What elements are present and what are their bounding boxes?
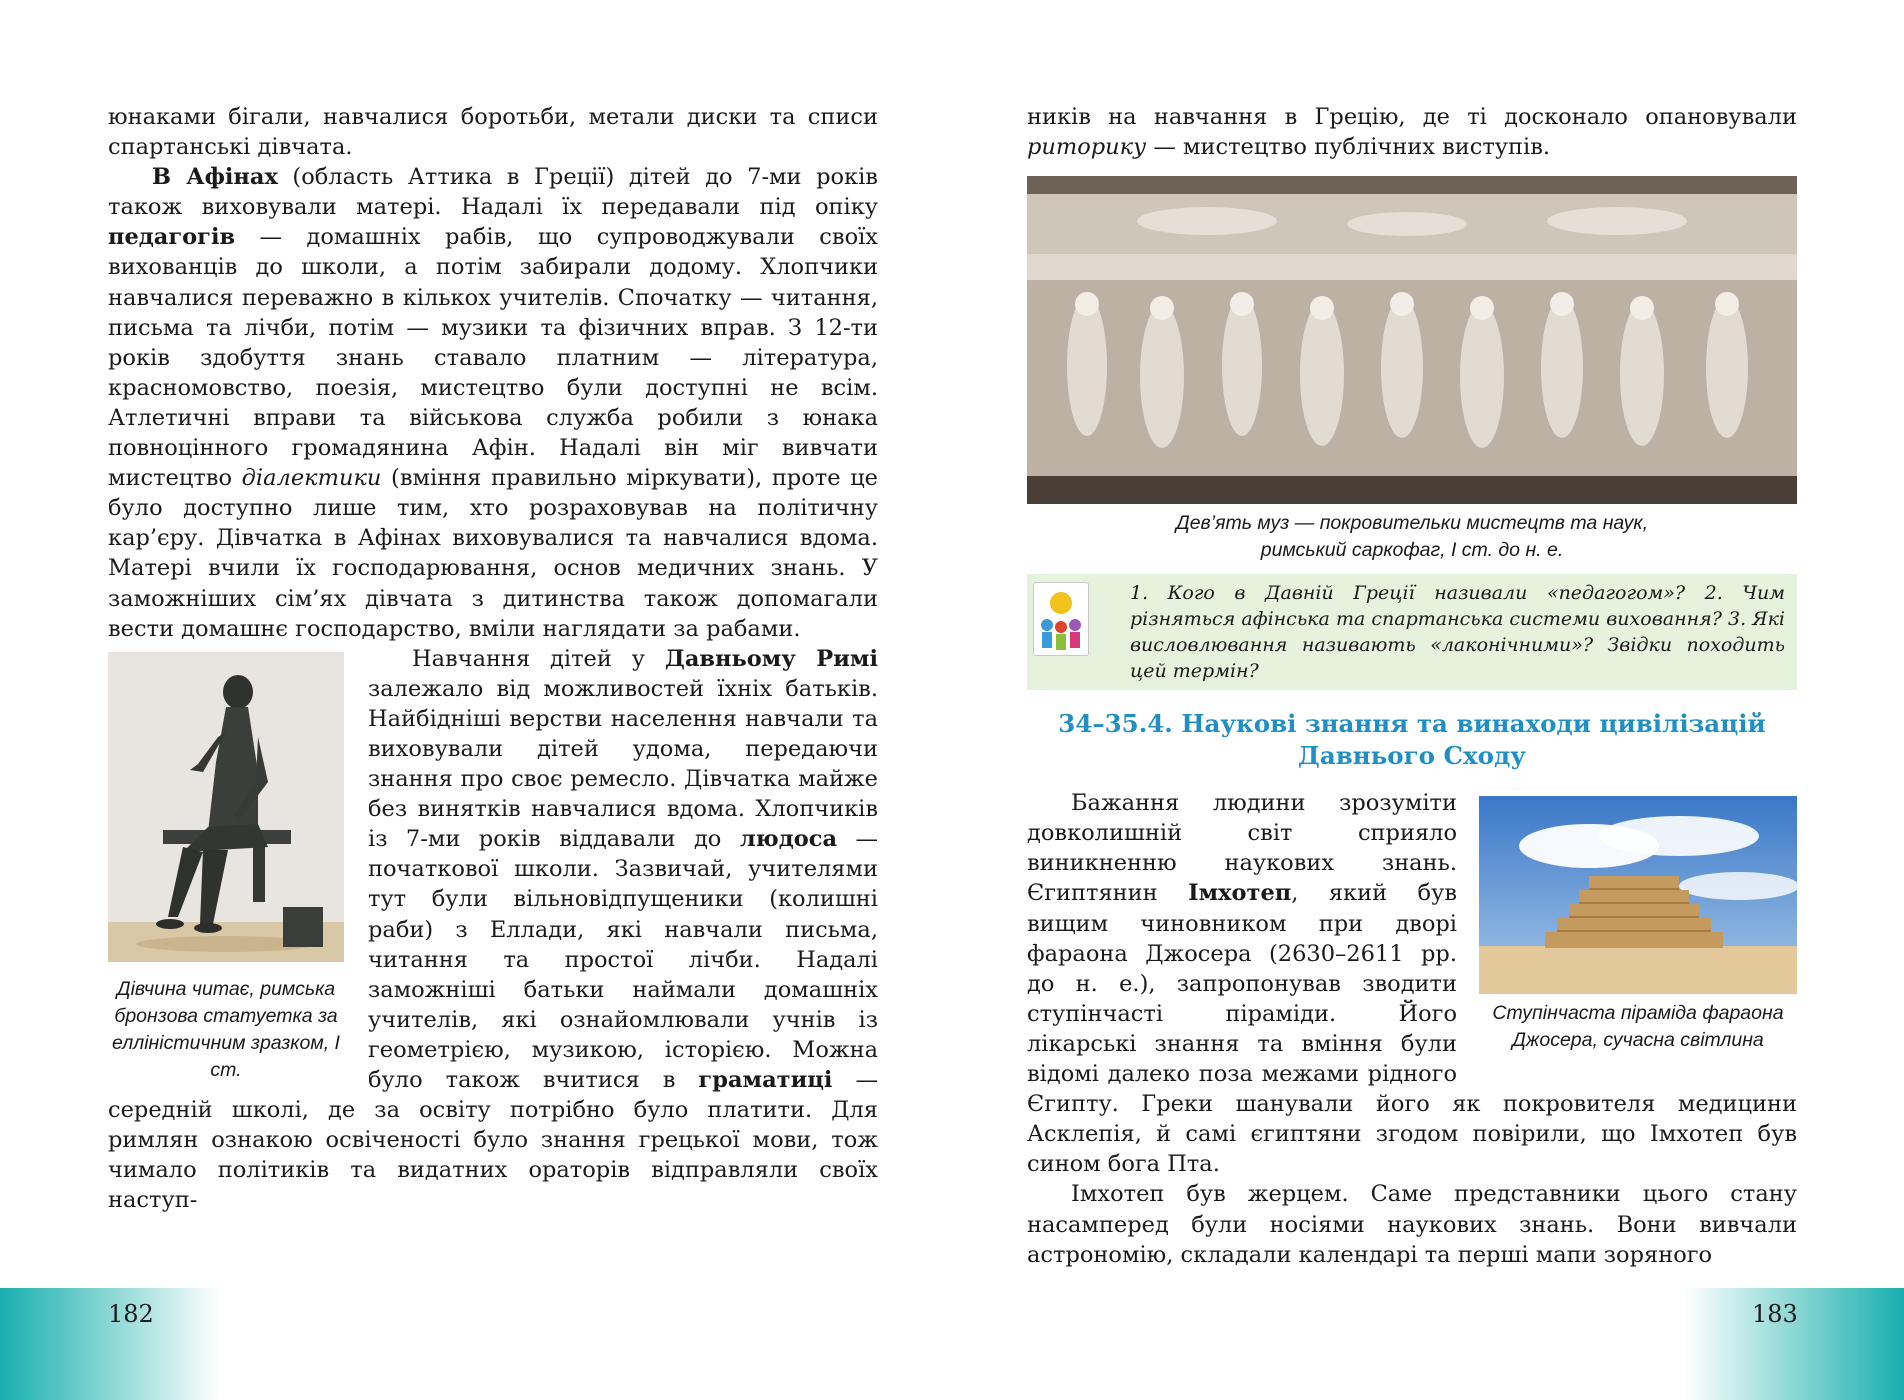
text-span: — домашніх рабів, що супроводжували своїх вихованців до школи, а потім забирали додому. Хлопчики навчалися переважно в кількох учителів. Спочатку — читання, письма та лічби, потім — музики та фізичних вправ. З 12-ти років здобуття знань ставало платним — література, красномовство, поезія, мистецтво були доступні не всім. Атлетичні вправи та військова служба робили з юнака повноцінного громадянина Афін. Надалі він міг вивчати мистецтво [108,224,878,492]
left-paragraph-athens [108,162,878,644]
section-title [1027,708,1797,772]
section-title-line-2: Давнього Сходу [1298,741,1526,771]
left-paragraph-1: юнаками бігали, навчалися боротьби, метали диски та списи спартанські дівчата. [108,104,878,161]
text-span: , який був вищим чиновником при дворі фараона Джосера (2630–2611 рр. до н. е.), запропонував зводити ступінчасті піраміди. Його лікарські знання та вміння були відомі далеко поза межами рідного Єгипту. Греки шанували його як покровителя медицини Асклепія, й самі єгиптяни згодом повірили, що Імхотеп був сином бога Пта. [1027,880,1797,1178]
term-dialectics: діалектики [241,465,382,492]
pyramid-caption: Ступінчаста піраміда фараона Джосера, сучасна світлина [1492,1002,1784,1052]
pyramid-image [1479,796,1797,994]
text-span: ників на навчання в Грецію, де ті досконало опановували [1027,104,1797,130]
right-paragraph-1 [1027,102,1797,162]
questions-box [1027,574,1797,690]
statue-figure [108,652,344,1084]
text-span: Навчання дітей у [412,645,665,672]
text-span: залежало від можливостей їхніх батьків. Найбідніші верстви населення навчали та виховували дітей удома, передаючи знання про своє ремесло. Дівчатка майже без винятків навчалися вдома. Хлопчиків із 7-ми років віддавали до [368,675,878,853]
left-page-column [108,102,878,1215]
term-grammatica: граматиці [698,1067,833,1093]
right-page-column [1027,102,1797,1270]
term-imhotep: Імхотеп [1188,880,1292,907]
right-paragraph-priests: Імхотеп був жерцем. Саме представники цього стану насамперед були носіями наукових знань. Вони вивчали астрономію, складали календарі та перші мапи зоряного [1027,1181,1797,1268]
text-span: (область Аттика в Греції) дітей до 7-ми років також виховували матері. Надалі їх передавали під опіку [108,164,878,221]
term-ancient-rome: Давньому Римі [664,645,879,672]
statue-caption: Дівчина читає, римська бронзова статуетка за елліністичним зразком, I ст. [112,977,340,1081]
page-number-left: 182 [108,1300,154,1328]
sarcophagus-image [1027,176,1797,504]
questions-text: 1. Кого в Давній Греції називали «педагогом»? 2. Чим різняться афінська та спартанська системи виховання? 3. Які висловлювання називають «лаконічними»? Звідки походить цей термін? [1130,582,1785,683]
term-pedagogues: педагогів [108,224,236,251]
sarcophagus-caption [1027,510,1797,564]
text-span: — мистецтво публічних виступів. [1146,134,1551,161]
term-rhetoric: риторику [1027,134,1147,161]
term-ludus: людоса [739,826,838,853]
sarcophagus-caption-line-1: Дев’ять муз — покровительки мистецтв та наук, [1175,512,1648,535]
section-title-line-1: 34–35.4. Наукові знання та винаходи цивілізацій [1058,709,1766,739]
text-span: — початкової школи. Зазвичай, учителями тут були вільновідпущеники (колишні раби) з Еллади, які навчали письма, читання та простої лічби. Надалі заможніші батьки наймали домашніх учителів, які ознайомлювали учнів із геометрією, музикою, історією. Можна було також вчитися в [368,826,878,1093]
text-span: (вміння правильно міркувати), проте це було доступно лише тим, хто розраховував на політичну кар’єру. Дівчатка в Афінах виховувалися та навчалися вдома. Матері вчили їх господарювання, основ медичних знань. У заможніших сім’ях дівчата з дитинства також допомагали вести домашнє господарство, вміли наглядати за рабами. [108,465,878,642]
term-athens: В Афінах [152,164,278,191]
sarcophagus-caption-line-2: римський саркофаг, I ст. до н. е. [1260,539,1564,562]
text-span: — середній школі, де за освіту потрібно було платити. Для римлян ознакою освіченості було знання грецької мови, тож чимало політиків та видатних ораторів відправляли своїх наступ- [108,1067,878,1214]
statue-image [108,652,344,962]
questions-icon [1033,582,1089,656]
pyramid-figure [1479,796,1797,1054]
text-span: Бажання людини зрозуміти довколишній світ сприяло виникненню наукових знань. Єгиптянин [1027,790,1457,907]
page-number-right: 183 [1752,1300,1798,1328]
